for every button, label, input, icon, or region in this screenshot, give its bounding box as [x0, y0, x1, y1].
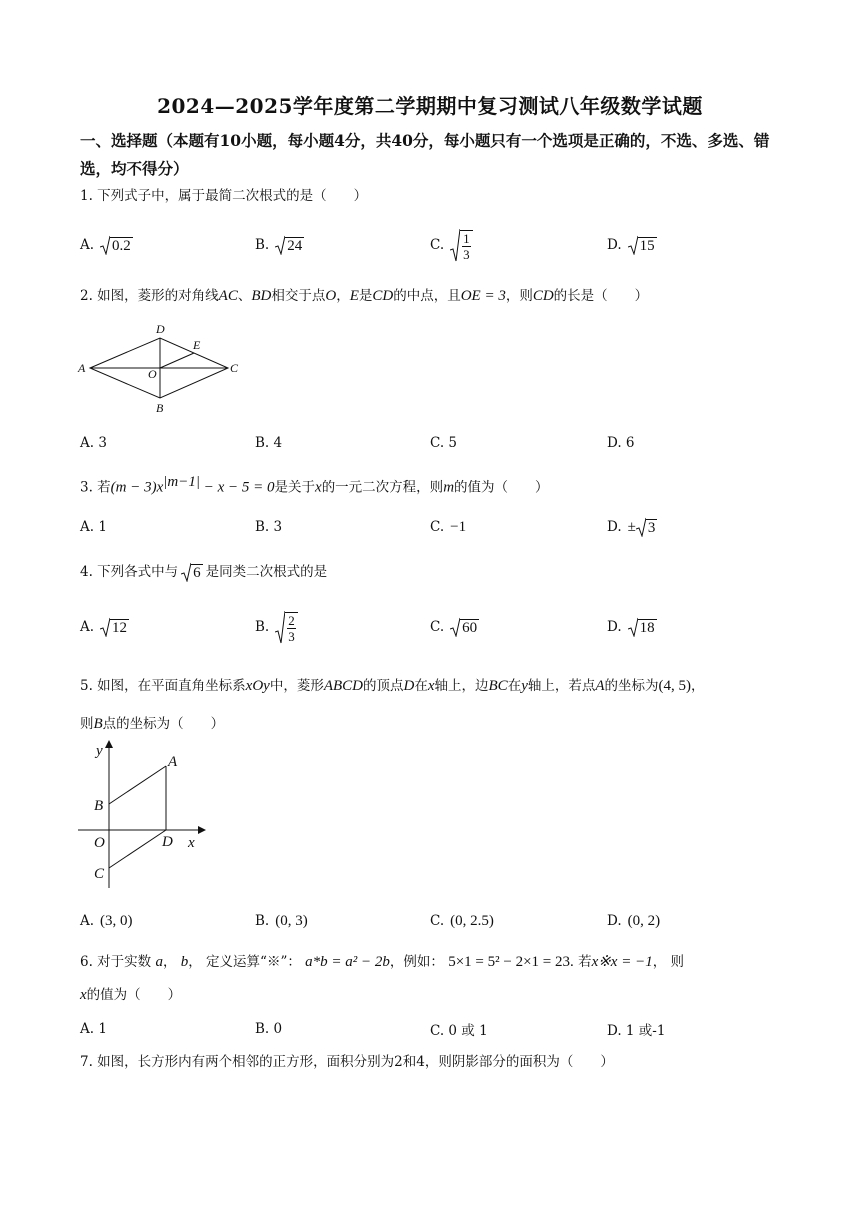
option-c[interactable] — [430, 510, 466, 544]
label-e: E — [193, 338, 201, 352]
math-bc: BC — [488, 678, 508, 694]
question-6-stem — [80, 952, 684, 972]
label-d: D — [156, 322, 165, 336]
option-value: (0, 3) — [275, 912, 308, 929]
stem-text: 轴上，若点 — [527, 678, 596, 694]
stem-text: 、 — [237, 288, 252, 304]
math-ac: AC — [218, 288, 238, 304]
question-6-options — [80, 1012, 780, 1046]
math-exponent: |m−1| — [163, 474, 200, 490]
math-oe: OE = 3 — [460, 288, 506, 304]
math-definition: a*b = a² − 2b — [305, 954, 390, 970]
stem-text: ，例如： — [389, 954, 444, 970]
stem-text: 2. 如图，菱形的对角线 — [80, 288, 219, 304]
math-x: x — [80, 987, 87, 1003]
option-label: A. — [80, 619, 95, 635]
option-value: (3, 0) — [100, 912, 133, 929]
question-1-options — [80, 228, 780, 262]
stem-text: 是关于 — [274, 479, 316, 496]
option-d[interactable] — [607, 904, 660, 938]
stem-text: 的值为（ ） — [454, 479, 549, 496]
stem-text: ， — [336, 288, 350, 304]
label-c: C — [94, 866, 105, 882]
math-coordinate: (4, 5) — [658, 678, 692, 694]
stem-text: 中，菱形 — [269, 678, 324, 694]
question-3-stem — [80, 472, 549, 498]
plus-minus: ± — [627, 518, 636, 535]
stem-text: 若 — [578, 954, 592, 970]
stem-text: 的长是（ ） — [553, 288, 649, 304]
option-label: C. — [430, 913, 445, 929]
option-label: B. — [255, 913, 270, 929]
side-dc — [109, 830, 166, 868]
question-1-stem: 1. 下列式子中，属于最简二次根式的是（ ） — [80, 188, 368, 204]
option-a[interactable]: A. 3 — [80, 435, 107, 451]
numerator: 1 — [463, 231, 470, 246]
option-b[interactable]: B. 3 — [255, 519, 283, 535]
option-c[interactable] — [430, 610, 479, 644]
radicand: 24 — [287, 238, 303, 254]
question-5-options — [80, 904, 780, 938]
radicand: 3 — [647, 520, 656, 536]
stem-text: 则 — [80, 716, 94, 732]
denominator: 3 — [463, 247, 470, 262]
option-value: −1 — [450, 518, 467, 535]
option-label: C. — [430, 237, 445, 253]
math-o: O — [325, 288, 337, 304]
sqrt-expression — [636, 517, 658, 537]
math-e: E — [349, 288, 359, 304]
stem-text: 相交于点 — [271, 288, 326, 304]
math-x: x — [315, 479, 322, 496]
radicand: 6 — [193, 565, 201, 581]
math-b: B — [93, 716, 103, 732]
math-y: y — [521, 678, 528, 694]
math-condition: x※x = −1 — [591, 954, 653, 970]
section-heading-choice: 一、选择题（本题有10小题，每小题4分，共40分，每小题只有一个选项是正确的，不选、多选、错选，均不得分） — [80, 131, 770, 178]
sqrt-expression — [100, 235, 133, 255]
question-2-stem — [80, 286, 648, 306]
option-label: C. — [430, 619, 445, 635]
label-o: O — [94, 835, 105, 851]
stem-text: 点的坐标为（ ） — [102, 716, 225, 732]
label-a: A — [78, 361, 86, 375]
option-label: C. — [430, 519, 445, 535]
label-a: A — [168, 754, 178, 770]
math-a: a — [155, 954, 163, 970]
option-label: A. — [80, 913, 95, 929]
label-y: y — [96, 743, 103, 759]
option-b[interactable]: B. 0 — [255, 1021, 283, 1037]
math-a: A — [595, 678, 605, 694]
math-bd: BD — [251, 288, 272, 304]
stem-text: 的坐标为 — [604, 678, 659, 694]
label-o: O — [148, 367, 157, 381]
question-5-stem-line2 — [80, 714, 224, 734]
stem-text: 3. 若 — [80, 479, 111, 496]
sqrt-fraction — [275, 610, 298, 644]
stem-text: 在 — [507, 678, 522, 694]
math-x: x — [427, 678, 435, 694]
stem-text: 在 — [414, 678, 428, 694]
sqrt-expression — [450, 617, 479, 637]
option-b[interactable] — [255, 610, 298, 644]
question-5-stem — [80, 676, 705, 696]
math-expression: − x − 5 = 0 — [199, 479, 275, 496]
option-a[interactable] — [80, 904, 133, 938]
question-4-options — [80, 610, 780, 644]
math-m: m — [443, 479, 455, 496]
option-label: B. — [255, 619, 270, 635]
label-c: C — [230, 361, 239, 375]
option-label: B. — [255, 237, 270, 253]
stem-text: 是同类二次根式的是 — [205, 564, 328, 580]
stem-text: 的一元二次方程，则 — [321, 479, 444, 496]
option-c[interactable] — [430, 228, 473, 262]
option-a[interactable]: A. 1 — [80, 1021, 107, 1037]
stem-text: 4. 下列各式中与 — [80, 564, 179, 580]
option-b[interactable] — [255, 904, 308, 938]
sqrt-expression — [181, 562, 203, 582]
radicand: 60 — [462, 620, 478, 636]
math-b: b — [180, 954, 189, 970]
option-label: D. — [607, 619, 622, 635]
stem-text: 是 — [358, 288, 373, 304]
label-b: B — [94, 798, 104, 814]
stem-text: ，则 — [505, 288, 533, 304]
question-7-stem: 7. 如图，长方形内有两个相邻的正方形，面积分别为2和4，则阴影部分的面积为（ ） — [80, 1054, 614, 1070]
sqrt-expression — [275, 235, 304, 255]
denominator: 3 — [288, 629, 295, 644]
label-d: D — [162, 834, 173, 850]
stem-text: 6. 对于实数 — [80, 954, 152, 970]
math-cd: CD — [532, 288, 554, 304]
stem-text: ， — [162, 954, 177, 970]
sqrt-expression — [628, 617, 657, 637]
option-d[interactable] — [607, 610, 657, 644]
option-label: D. — [607, 913, 622, 929]
rhombus-figure — [70, 318, 250, 418]
radicand: 15 — [639, 238, 655, 254]
option-label: A. — [80, 237, 95, 253]
option-a[interactable]: A. 1 — [80, 519, 107, 535]
math-abcd: ABCD — [323, 678, 363, 694]
question-4-stem — [80, 562, 327, 582]
stem-text: ， 则 — [652, 954, 684, 970]
option-d[interactable]: D. 6 — [607, 435, 635, 451]
option-label: D. — [607, 519, 622, 535]
question-2-options — [80, 426, 780, 460]
option-d[interactable] — [607, 510, 657, 544]
option-b[interactable]: B. 4 — [255, 435, 283, 451]
page-title: 2024—2025学年度第二学期期中复习测试八年级数学试题 — [157, 94, 703, 118]
option-value: (0, 2.5) — [450, 912, 494, 929]
option-value: (0, 2) — [627, 912, 661, 929]
option-d[interactable] — [607, 228, 657, 262]
radicand: 12 — [112, 620, 128, 636]
stem-text: ， — [691, 678, 705, 694]
radicand: 18 — [639, 620, 655, 636]
option-a[interactable] — [80, 610, 129, 644]
question-6-stem-line2 — [80, 985, 181, 1005]
math-d: D — [403, 678, 415, 694]
label-b: B — [156, 401, 164, 415]
option-c[interactable] — [430, 904, 494, 938]
stem-text: 5. 如图，在平面直角坐标系 — [80, 678, 246, 694]
label-x: x — [188, 835, 195, 851]
math-example: 5×1 = 5² − 2×1 = 23. — [448, 954, 574, 970]
question-3-options — [80, 510, 780, 544]
stem-text: ， 定义运算“※”： — [188, 954, 301, 970]
option-a[interactable] — [80, 228, 133, 262]
numerator: 2 — [288, 613, 295, 628]
sqrt-fraction — [450, 228, 473, 262]
option-d[interactable]: D. 1 或-1 — [607, 1023, 666, 1039]
stem-text: 的中点，且 — [393, 288, 461, 304]
option-c[interactable]: C. 0 或 1 — [430, 1023, 488, 1039]
coordinate-rhombus-figure — [78, 738, 218, 898]
segment-oe — [160, 353, 194, 368]
sqrt-expression — [100, 617, 129, 637]
math-xoy: xOy — [245, 678, 270, 694]
math-cd: CD — [372, 288, 394, 304]
option-b[interactable] — [255, 228, 304, 262]
stem-text: 的值为（ ） — [86, 987, 182, 1003]
radicand: 0.2 — [112, 238, 131, 254]
math-expression: (m − 3)x — [110, 479, 164, 496]
stem-text: 的顶点 — [363, 678, 404, 694]
side-ba — [109, 766, 166, 804]
option-c[interactable]: C. 5 — [430, 435, 458, 451]
sqrt-expression — [628, 235, 657, 255]
option-label: D. — [607, 237, 622, 253]
stem-text: 轴上，边 — [434, 678, 489, 694]
